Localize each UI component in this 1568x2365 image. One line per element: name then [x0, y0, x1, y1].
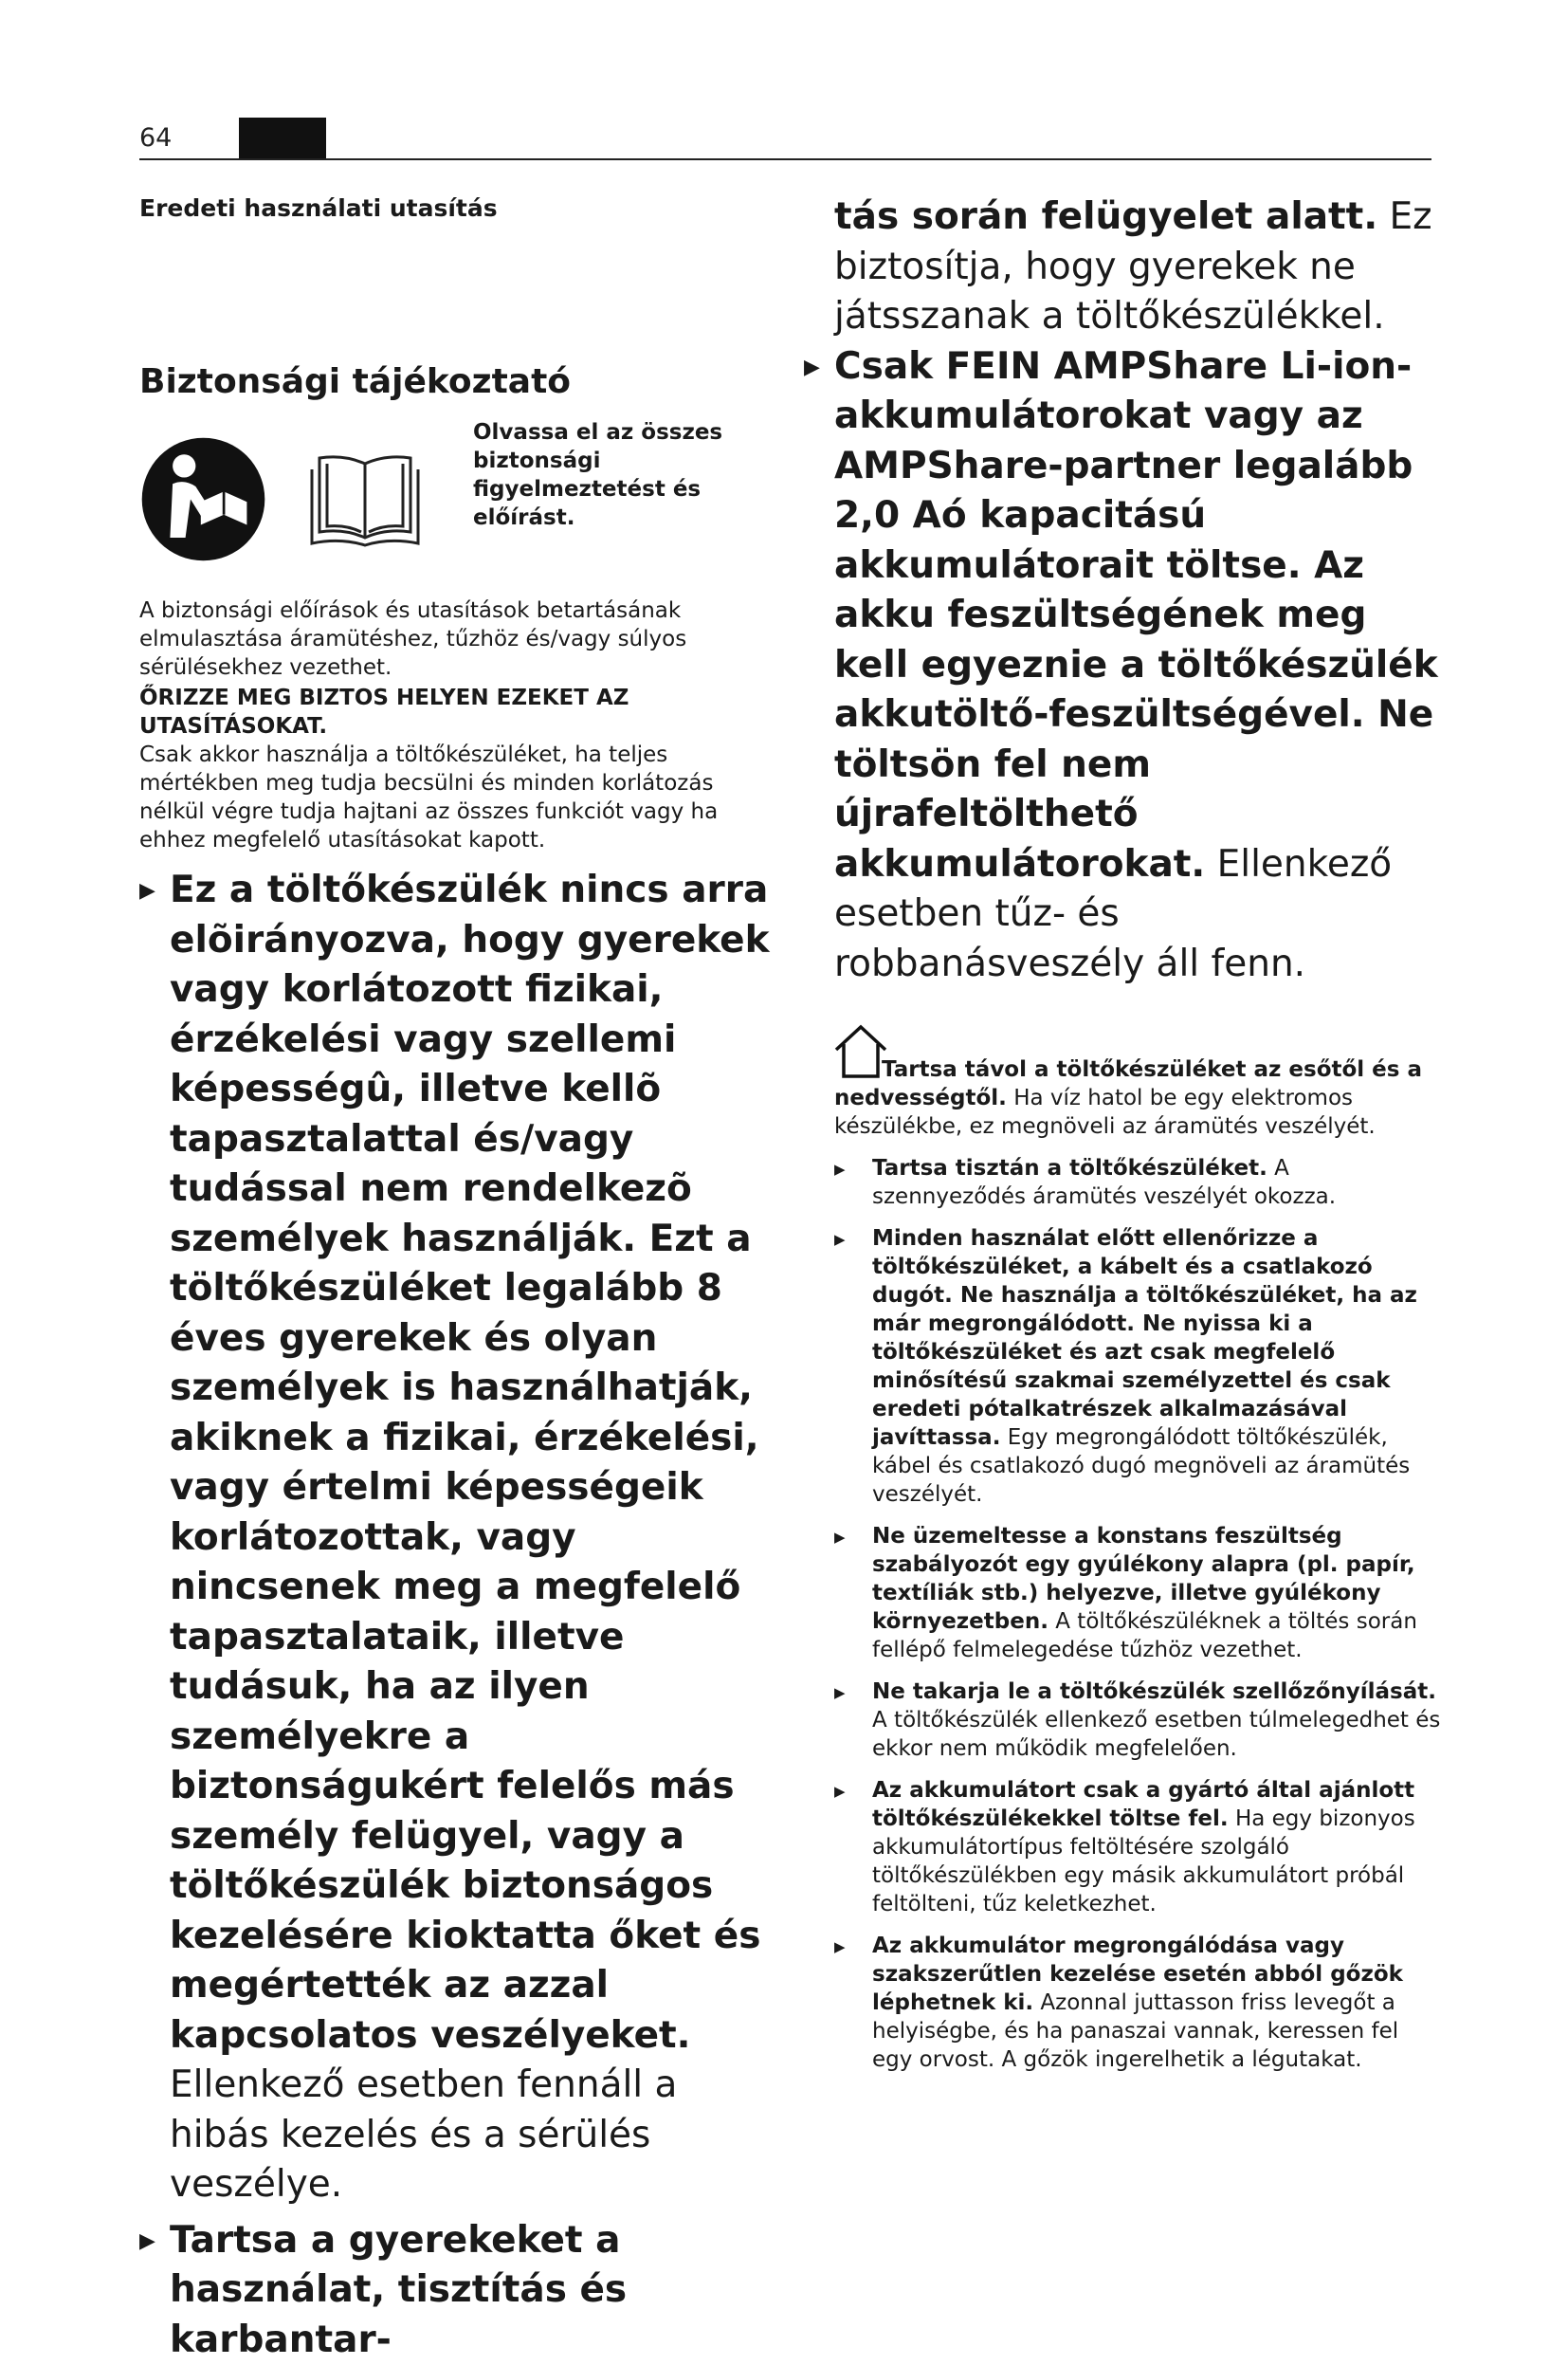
- intro-rest: A biztonsági előírások és utasítások betartásának elmulasztása áramütéshez, tűzhöz és/vagy súlyos sérülésekhez vezethet.: [139, 598, 686, 680]
- moisture-rest: Ha víz hatol be egy elektromos készülékbe, ez megnöveli az áramütés veszélyét.: [834, 1086, 1376, 1139]
- item-rest: A töltőkészüléknek a töltés során fellépő felmelegedése tűzhöz vezethet.: [872, 1609, 1417, 1662]
- read-manual-icon: [139, 435, 267, 563]
- triangle-bullet-icon: ▶: [834, 1231, 846, 1248]
- item3-rest: Ellenkező esetben tűz- és robbanásveszély áll fenn.: [834, 843, 1392, 985]
- item2-bold: Tartsa a gyerekeket a használat, tisztítás és karbantar-: [170, 2219, 627, 2361]
- item-bold: Az akkumulátort csak a gyártó által ajánlott töltőkészülékekkel töltse fel.: [872, 1778, 1414, 1831]
- intro-block: [139, 418, 784, 598]
- item-bold: Tartsa tisztán a töltőkészüléket.: [872, 1156, 1267, 1181]
- triangle-bullet-icon: ▶: [804, 356, 820, 380]
- item-rest: A szennyeződés áramütés veszélyét okozza.: [872, 1156, 1336, 1209]
- item3-bold: Csak FEIN AMPShare Li-ion-akkumulátorokat vagy az AMPShare-partner legalább 2,0 Aó kapacitású akkumulátorait töltse. Az akku feszültségének meg kell egyeznie a töltőkészülék akkutöltő-feszültségével. Ne töltsön fel nem újrafeltölthető akkumulátorokat.: [834, 345, 1438, 886]
- keep-instructions-title: ŐRIZZE MEG BIZTOS HELYEN EZEKET AZ UTASÍTÁSOKAT.: [139, 684, 784, 741]
- list-item: [834, 1224, 1441, 1509]
- item-rest: Ha egy bizonyos akkumulátortípus feltöltésére szolgáló töltőkészülékben egy másik akkumulátort próbál feltölteni, tűz keletkezhet.: [872, 1806, 1415, 1916]
- item2-cont-rest: Ez biztosítja, hogy gyerekek ne játsszanak a töltőkészülékkel.: [834, 195, 1432, 338]
- left-column: [139, 194, 784, 2365]
- list-item: [139, 866, 784, 2210]
- header-color-block: [239, 118, 326, 159]
- section-title: Biztonsági tájékoztató: [139, 362, 784, 401]
- triangle-bullet-icon: ▶: [139, 2229, 155, 2254]
- item2-continuation: [834, 192, 1441, 342]
- house-icon: [832, 1021, 893, 1082]
- intro-text: [473, 418, 786, 532]
- intro-continuation: [139, 596, 784, 682]
- list-item: [834, 1932, 1441, 2074]
- list-item: [139, 2216, 784, 2365]
- triangle-bullet-icon: ▶: [139, 879, 155, 904]
- moisture-bold: Tartsa távol a töltőkészüléket az esőtől és a nedvességtől.: [834, 1057, 1422, 1110]
- triangle-bullet-icon: ▶: [834, 1684, 846, 1701]
- list-item: [834, 1678, 1441, 1763]
- item-bold: Minden használat előtt ellenőrizze a töltőkészüléket, a kábelt és a csatlakozó dugót. Ne használja a töltőkészüléket, ha az már megrongálódott. Ne nyissa ki a töltőkészüléket és azt csak megfelelő minősítésű szakmai személyzettel és csak eredeti pótalkatrészek alkalmazásával javíttassa.: [872, 1226, 1417, 1450]
- page-number: 64: [139, 123, 172, 153]
- list-item: [804, 342, 1441, 990]
- triangle-bullet-icon: ▶: [834, 1161, 846, 1178]
- triangle-bullet-icon: ▶: [834, 1938, 846, 1955]
- item-bold: Az akkumulátor megrongálódása vagy szakszerűtlen kezelése esetén abból gőzök léphetnek ki.: [872, 1934, 1403, 2015]
- item1-rest: Ellenkező esetben fennáll a hibás kezelés és a sérülés veszélye.: [170, 2063, 677, 2206]
- book-icon: [308, 445, 422, 549]
- triangle-bullet-icon: ▶: [834, 1529, 846, 1546]
- item-bold: Ne üzemeltesse a konstans feszültség szabályozót egy gyúlékony alapra (pl. papír, textíliák stb.) helyezve, illetve gyúlékony környezetben.: [872, 1524, 1415, 1634]
- document-type-label: Eredeti használati utasítás: [139, 194, 784, 222]
- item-rest: Azonnal juttasson friss levegőt a helyiségbe, és ha panaszai vannak, keressen fel egy orvost. A gőzök ingerelhetik a légutakat.: [872, 1990, 1398, 2072]
- right-column: [834, 192, 1441, 2074]
- intro-bold: Olvassa el az összes biztonsági figyelmeztetést és előírást.: [473, 420, 722, 530]
- item-rest: A töltőkészülék ellenkező esetben túlmelegedhet és ekkor nem működik megfelelően.: [872, 1708, 1440, 1761]
- list-item: [834, 1522, 1441, 1664]
- item-rest: Egy megrongálódott töltőkészülék, kábel és csatlakozó dugó megnöveli az áramütés veszélyét.: [872, 1425, 1410, 1507]
- moisture-warning: [834, 1055, 1441, 1141]
- item2-cont-bold: tás során felügyelet alatt.: [834, 195, 1377, 238]
- item-bold: Ne takarja le a töltőkészülék szellőzőnyílását.: [872, 1679, 1436, 1704]
- header-rule: [139, 158, 1431, 160]
- usage-note: Csak akkor használja a töltőkészüléket, ha teljes mértékben meg tudja becsülni és minden korlátozás nélkül végre tudja hajtani az összes funkciót vagy ha ehhez megfelelő utasításokat kapott.: [139, 741, 784, 854]
- list-item: [834, 1776, 1441, 1918]
- item1-bold: Ez a töltőkészülék nincs arra elõirányozva, hogy gyerekek vagy korlátozott fizikai, érzékelési vagy szellemi képességû, illetve kellõ tapasztalattal és/vagy tudással nem rendelkezõ személyek használják. Ezt a töltőkészüléket legalább 8 éves gyerekek és olyan személyek is használhatják, akiknek a fizikai, érzékelési, vagy értelmi képességeik korlátozottak, vagy nincsenek meg a megfelelő tapasztalataik, illetve tudásuk, ha az ilyen személyekre a biztonságukért felelős más személy felügyel, vagy a töltőkészülék biztonságos kezelésére kioktatta őket és megértették az azzal kapcsolatos veszélyeket.: [170, 869, 770, 2057]
- list-item: [834, 1154, 1441, 1211]
- triangle-bullet-icon: ▶: [834, 1783, 846, 1800]
